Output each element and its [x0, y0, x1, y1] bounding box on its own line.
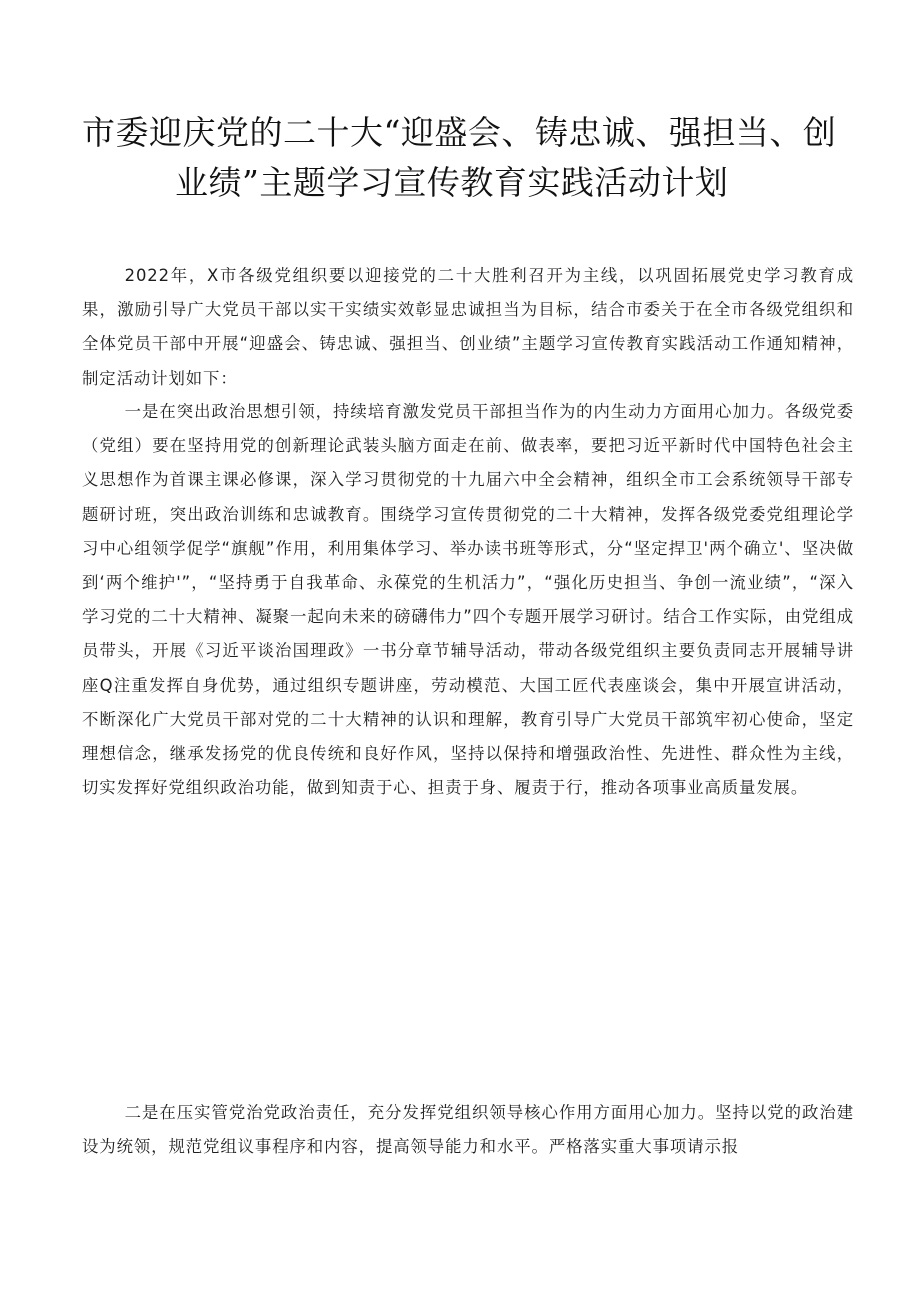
title-line-1: 市委迎庆党的二十大“迎盛会、铸忠诚、强担当、创: [82, 113, 837, 152]
paragraph-intro: 2022年，X市各级党组织要以迎接党的二十大胜利召开为主线，以巩固拓展党史学习教育成果，激励引导广大党员干部以实干实绩实效彰显忠诚担当为目标，结合市委关于在全市各级党组织和全体党员干部中开展“迎盛会、铸忠诚、强担当、创业绩”主题学习宣传教育实践活动工作通知精神，制定活动计划如下：: [82, 266, 854, 388]
title-line-2: 业绩”主题学习宣传教育实践活动计划: [175, 163, 729, 202]
document-title: [60, 108, 860, 208]
paragraph-point-one: 一是在突出政治思想引领，持续培育激发党员干部担当作为的内生动力方面用心加力。各级党委（党组）要在坚持用党的创新理论武装头脑方面走在前、做表率，要把习近平新时代中国特色社会主义思想作为首课主课必修课，深入学习贯彻党的十九届六中全会精神，组织全市工会系统领导干部专题研讨班，突出政治训练和忠诚教育。围绕学习宣传贯彻党的二十大精神，发挥各级党委党组理论学习中心组领学促学“旗舰”作用，利用集体学习、举办读书班等形式，分“坚定捍卫'两个确立'、坚决做到‘两个维护'”，“坚持勇于自我革命、永葆党的生机活力”，“强化历史担当、争创一流业绩”，“深入学习党的二十大精神、凝聚一起向未来的磅礴伟力”四个专题开展学习研讨。结合工作实际，由党组成员带头，开展《习近平谈治国理政》一书分章节辅导活动，带动各级党组织主要负责同志开展辅导讲座Q注重发挥自身优势，通过组织专题讲座，劳动模范、大国工匠代表座谈会，集中开展宣讲活动，不断深化广大党员干部对党的二十大精神的认识和理解，教育引导广大党员干部筑牢初心使命，坚定理想信念，继承发扬党的优良传统和良好作风，坚持以保持和增强政治性、先进性、群众性为主线，切实发挥好党组织政治功能，做到知责于心、担责于身、履责于行，推动各项事业高质量发展。: [82, 402, 854, 798]
paragraph-point-two: 二是在压实管党治党政治责任，充分发挥党组织领导核心作用方面用心加力。坚持以党的政治建设为统领，规范党组议事程序和内容，提高领导能力和水平。严格落实重大事项请示报: [82, 1103, 854, 1157]
